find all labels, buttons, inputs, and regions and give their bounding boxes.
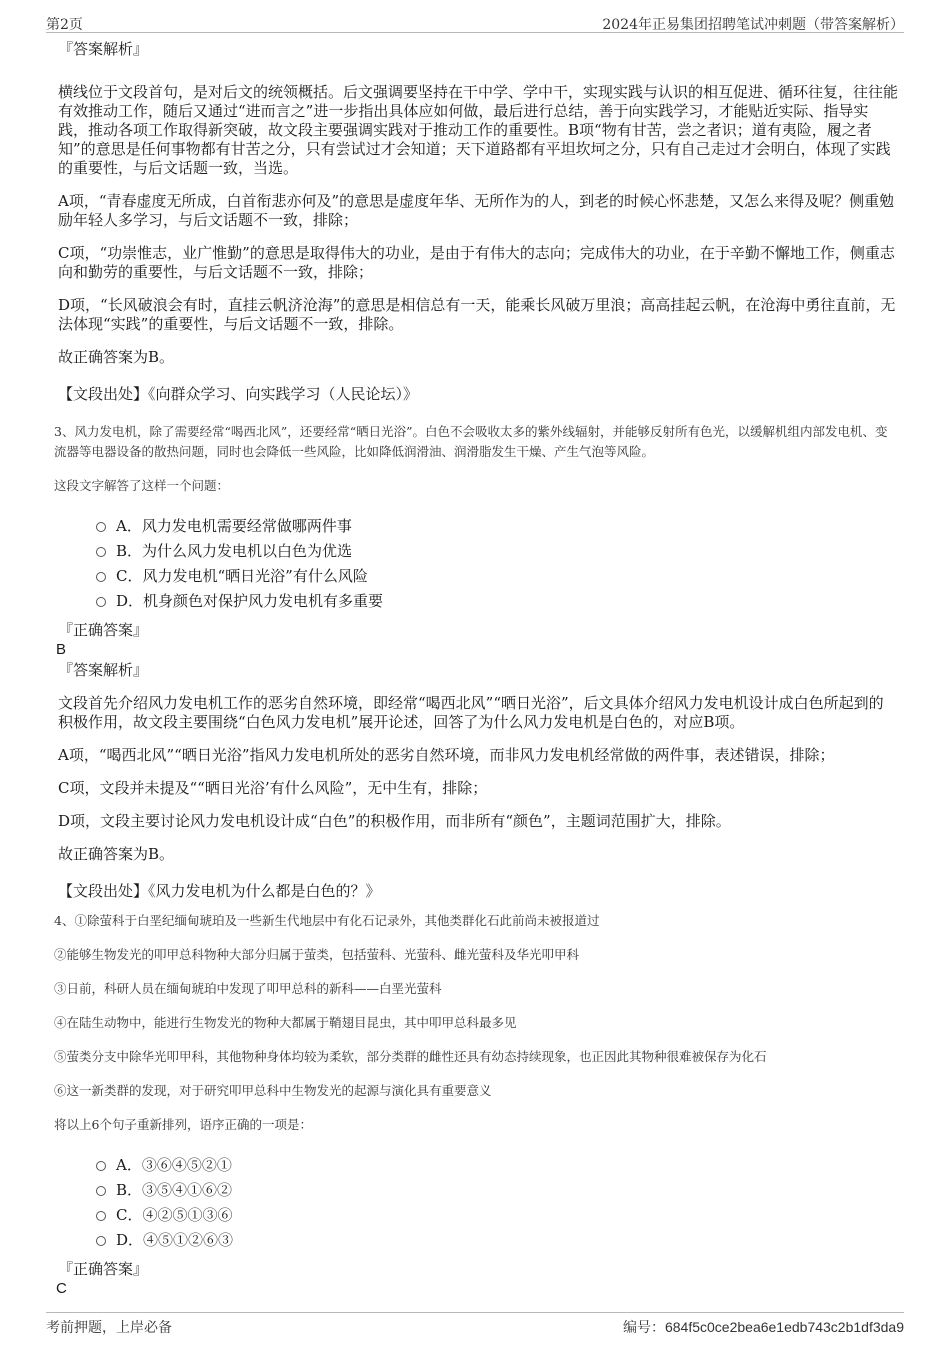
- radio-icon[interactable]: [96, 1211, 106, 1221]
- question-prompt: 将以上6个句子重新排列，语序正确的一项是：: [54, 1117, 312, 1132]
- sentence-item: ③日前，科研人员在缅甸琥珀中发现了叩甲总科的新科——白垩光萤科: [54, 981, 442, 996]
- page-content: [54, 40, 899, 1299]
- page-number: 第2页: [46, 17, 83, 33]
- radio-icon[interactable]: [96, 572, 106, 582]
- option-b[interactable]: B．③⑤④①⑥②: [96, 1178, 898, 1203]
- page-footer: [46, 1312, 904, 1337]
- option-c[interactable]: C．④②⑤①③⑥: [96, 1203, 898, 1228]
- radio-icon[interactable]: [96, 597, 106, 607]
- source-citation: 【文段出处】《风力发电机为什么都是白色的？》: [58, 882, 381, 900]
- analysis-paragraph: D项，文段主要讨论风力发电机设计成“白色”的积极作用，而非所有“颜色”，主题词范围扩大，排除。: [58, 812, 731, 830]
- analysis-conclusion: 故正确答案为B。: [58, 845, 175, 863]
- analysis-paragraph: A项，“青春虚度无所成，白首衔悲亦何及”的意思是虚度年华、无所作为的人，到老的时候心怀悲楚，又怎么来得及呢？侧重勉励年轻人多学习，与后文话题不一致，排除；: [58, 192, 895, 229]
- option-d[interactable]: D．④⑤①②⑥③: [96, 1228, 898, 1253]
- analysis-label: 『答案解析』: [58, 40, 149, 58]
- analysis-paragraph: 文段首先介绍风力发电机工作的恶劣自然环境，即经常“喝西北风”“晒日光浴”，后文具体介绍风力发电机设计成白色所起到的积极作用，故文段主要围绕“白色风力发电机”展开论述，回答了为什么风力发电机是白色的，对应B项。: [58, 694, 884, 731]
- analysis-paragraph: 横线位于文段首句，是对后文的统领概括。后文强调要坚持在干中学、学中干，实现实践与认识的相互促进、循环往复，往往能有效推动工作，随后又通过“进而言之”进一步指出具体应如何做，最后进行总结，善于向实践学习，才能贴近实际、指导实践，推动各项工作取得新突破，故文段主要强调实践对于推动工作的重要性。B项“物有甘苦，尝之者识；道有夷险，履之者知”的意思是任何事物都有甘苦之分，只有尝试过才会知道；天下道路都有平坦坎坷之分，只有自己走过才会明白，体现了实践的重要性，与后文话题一致，当选。: [58, 83, 899, 177]
- correct-answer: B: [56, 641, 67, 658]
- analysis-conclusion: 故正确答案为B。: [58, 348, 175, 366]
- correct-answer-label: 『正确答案』: [58, 621, 149, 639]
- sentence-item: 4、①除萤科于白垩纪缅甸琥珀及一些新生代地层中有化石记录外，其他类群化石此前尚未被报道过: [54, 913, 600, 928]
- question-stem: 3、风力发电机，除了需要经常“喝西北风”，还要经常“晒日光浴”。白色不会吸收太多的紫外线辐射，并能够反射所有色光，以缓解机组内部发电机、变流器等电器设备的散热问题，同时也会降低一些风险，比如降低润滑油、润滑脂发生干燥、产生气泡等风险。: [54, 424, 888, 459]
- correct-answer: C: [56, 1280, 67, 1297]
- radio-icon[interactable]: [96, 547, 106, 557]
- radio-icon[interactable]: [96, 1236, 106, 1246]
- analysis-paragraph: A项，“喝西北风”“晒日光浴”指风力发电机所处的恶劣自然环境，而非风力发电机经常做的两件事，表述错误，排除；: [58, 746, 835, 764]
- sentence-item: ②能够生物发光的叩甲总科物种大部分归属于萤类，包括萤科、光萤科、雌光萤科及华光叩甲科: [54, 947, 580, 962]
- sentence-item: ⑤萤类分支中除华光叩甲科，其他物种身体均较为柔软，部分类群的雌性还具有幼态持续现象，也正因此其物种很难被保存为化石: [54, 1049, 767, 1064]
- option-b[interactable]: B．为什么风力发电机以白色为优选: [96, 539, 898, 564]
- sentence-item: ④在陆生动物中，能进行生物发光的物种大都属于鞘翅目昆虫，其中叩甲总科最多见: [54, 1015, 517, 1030]
- radio-icon[interactable]: [96, 522, 106, 532]
- footer-slogan: 考前押题，上岸必备: [46, 1320, 172, 1336]
- source-citation: 【文段出处】《向群众学习、向实践学习（人民论坛）》: [58, 385, 419, 403]
- option-list: [58, 1153, 898, 1253]
- analysis-label: 『答案解析』: [58, 661, 149, 679]
- option-a[interactable]: A．③⑥④⑤②①: [96, 1153, 898, 1178]
- option-list: [58, 514, 898, 614]
- analysis-paragraph: D项，“长风破浪会有时，直挂云帆济沧海”的意思是相信总有一天，能乘长风破万里浪；高高挂起云帆，在沧海中勇往直前，无法体现“实践”的重要性，与后文话题不一致，排除。: [58, 296, 896, 333]
- analysis-paragraph: C项，“功崇惟志，业广惟勤”的意思是取得伟大的功业，是由于有伟大的志向；完成伟大的功业，在于辛勤不懈地工作，侧重志向和勤劳的重要性，与后文话题不一致，排除；: [58, 244, 895, 281]
- radio-icon[interactable]: [96, 1186, 106, 1196]
- option-c[interactable]: C．风力发电机“晒日光浴”有什么风险: [96, 564, 898, 589]
- option-a[interactable]: A．风力发电机需要经常做哪两件事: [96, 514, 898, 539]
- option-d[interactable]: D．机身颜色对保护风力发电机有多重要: [96, 589, 898, 614]
- correct-answer-label: 『正确答案』: [58, 1260, 149, 1278]
- radio-icon[interactable]: [96, 1161, 106, 1171]
- sentence-item: ⑥这一新类群的发现，对于研究叩甲总科中生物发光的起源与演化具有重要意义: [54, 1083, 492, 1098]
- page-header: [46, 12, 904, 33]
- document-id: 编号：684f5c0ce2bea6e1edb743c2b1df3da9: [622, 1319, 904, 1335]
- analysis-paragraph: C项，文段并未提及““晒日光浴’有什么风险”，无中生有，排除；: [58, 779, 488, 797]
- question-prompt: 这段文字解答了这样一个问题：: [54, 478, 230, 493]
- document-title: 2024年正易集团招聘笔试冲刺题（带答案解析）: [602, 17, 904, 33]
